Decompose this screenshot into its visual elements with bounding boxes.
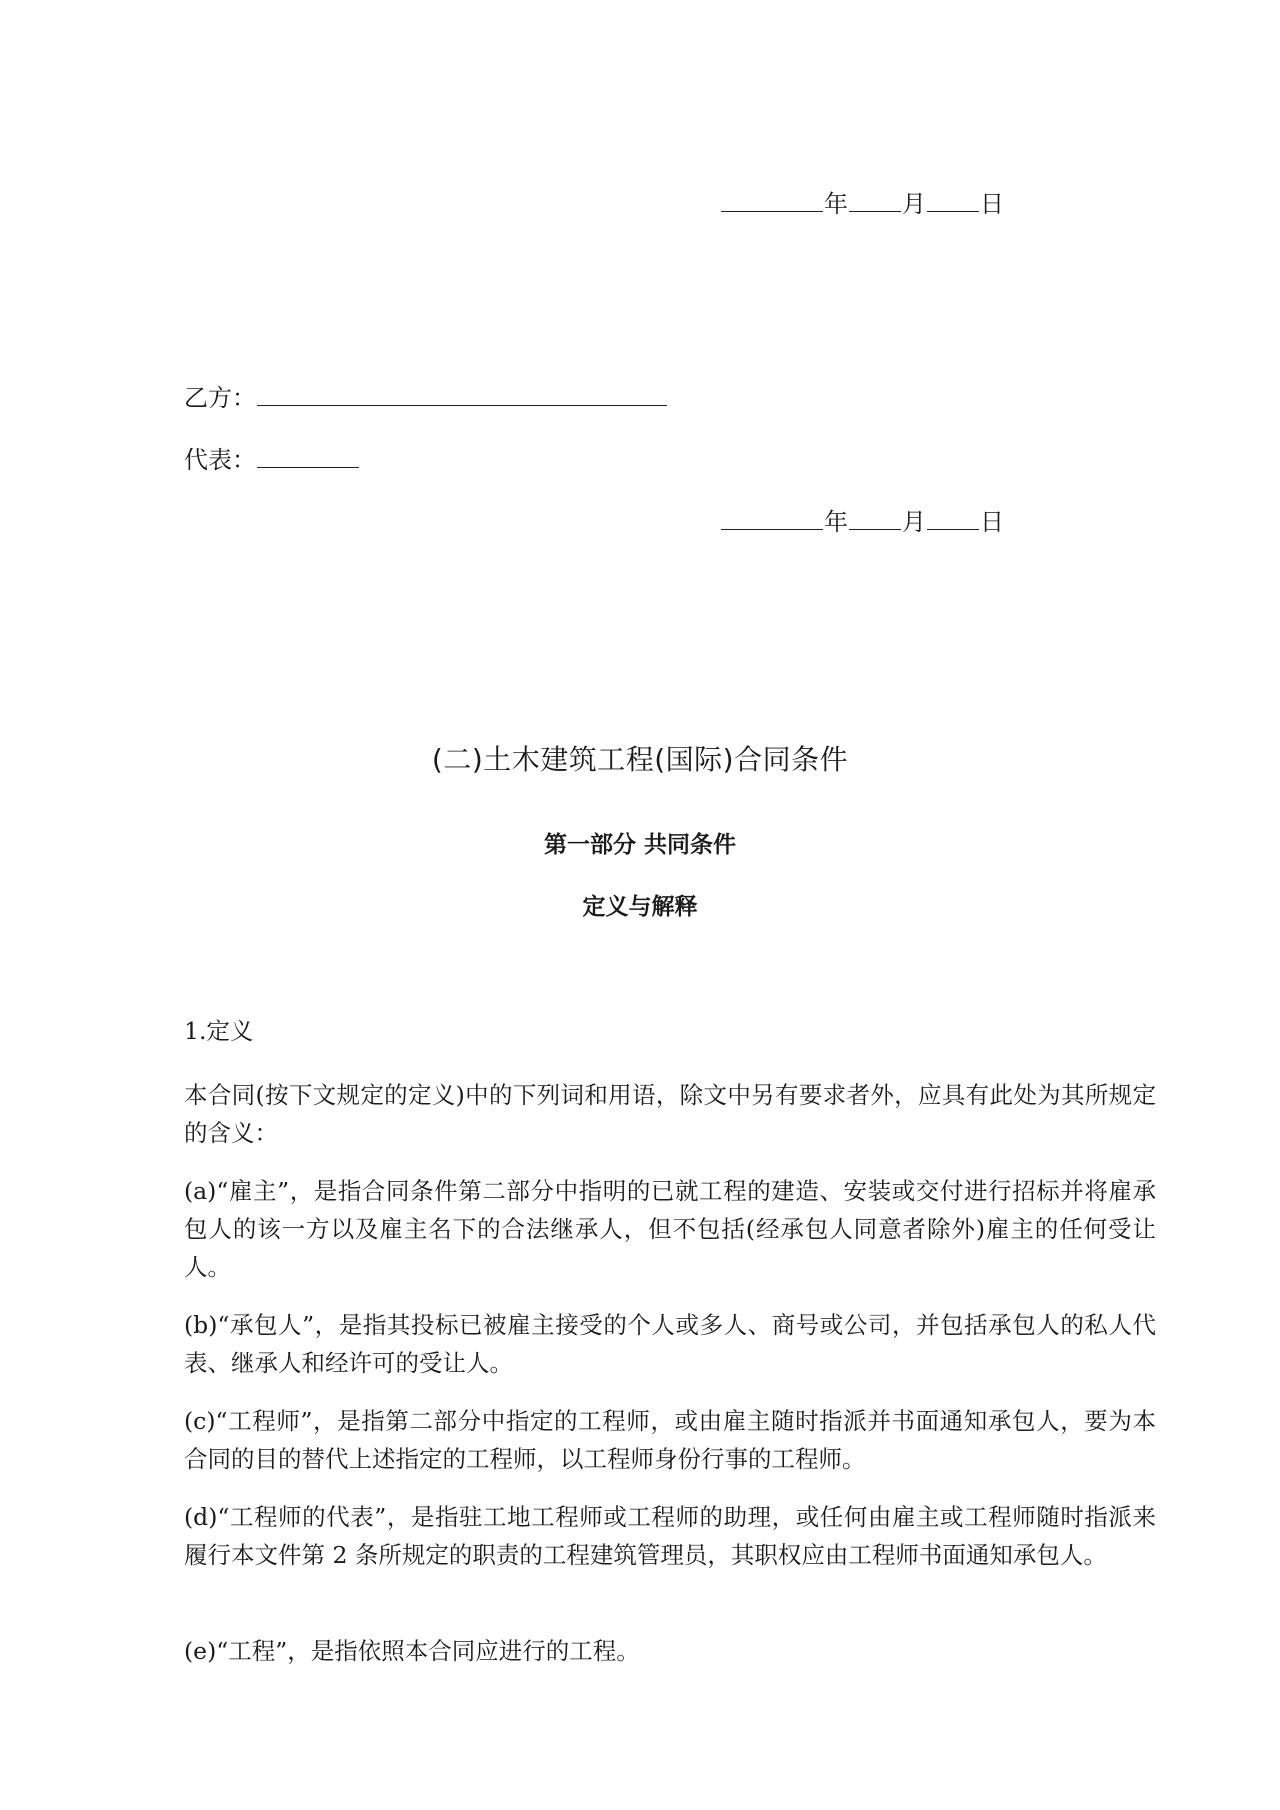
date-line-top bbox=[720, 184, 1004, 219]
section-title: 定义与解释 bbox=[582, 894, 698, 920]
paragraph: (b)“承包人”，是指其投标已被雇主接受的个人或多人、商号或公司，并包括承包人的私人代表、继承人和经许可的受让人。 bbox=[184, 1311, 1156, 1377]
definition-item-c bbox=[184, 1402, 1156, 1478]
definition-item-d bbox=[184, 1498, 1156, 1574]
day-blank[interactable] bbox=[927, 507, 979, 530]
paragraph: (d)“工程师的代表”，是指驻工地工程师或工程师的助理，或任何由雇主或工程师随时指派来履行本文件第 2 条所规定的职责的工程建筑管理员，其职权应由工程师书面通知承包人。 bbox=[184, 1503, 1156, 1569]
definition-item-b bbox=[184, 1306, 1156, 1382]
year-blank[interactable] bbox=[721, 189, 823, 212]
definition-item-a bbox=[184, 1172, 1156, 1286]
day-label: 日 bbox=[980, 190, 1004, 218]
month-label: 月 bbox=[902, 508, 926, 536]
representative-row bbox=[184, 440, 360, 475]
year-label: 年 bbox=[824, 190, 848, 218]
paragraph: (c)“工程师”，是指第二部分中指定的工程师，或由雇主随时指派并书面通知承包人，要为本合同的目的替代上述指定的工程师，以工程师身份行事的工程师。 bbox=[184, 1407, 1156, 1473]
representative-label: 代表： bbox=[184, 446, 256, 474]
paragraph: (a)“雇主”，是指合同条件第二部分中指明的已就工程的建造、安装或交付进行招标并将雇承包人的该一方以及雇主名下的合法继承人，但不包括(经承包人同意者除外)雇主的任何受让人。 bbox=[184, 1177, 1156, 1281]
definition-heading: 1.定义 bbox=[184, 1017, 254, 1045]
representative-blank[interactable] bbox=[257, 445, 359, 468]
definition-item-e bbox=[184, 1632, 1156, 1670]
party-b-row bbox=[184, 378, 668, 413]
definition-intro bbox=[184, 1076, 1156, 1152]
month-label: 月 bbox=[902, 190, 926, 218]
party-b-blank[interactable] bbox=[257, 383, 667, 406]
year-label: 年 bbox=[824, 508, 848, 536]
part-title: 第一部分 共同条件 bbox=[543, 832, 736, 858]
date-line-second bbox=[720, 502, 1004, 537]
month-blank[interactable] bbox=[849, 189, 901, 212]
day-blank[interactable] bbox=[927, 189, 979, 212]
paragraph: (e)“工程”，是指依照本合同应进行的工程。 bbox=[184, 1637, 640, 1665]
day-label: 日 bbox=[980, 508, 1004, 536]
month-blank[interactable] bbox=[849, 507, 901, 530]
document-title: (二)土木建筑工程(国际)合同条件 bbox=[431, 743, 849, 776]
year-blank[interactable] bbox=[721, 507, 823, 530]
party-b-label: 乙方： bbox=[184, 384, 256, 412]
paragraph: 本合同(按下文规定的定义)中的下列词和用语，除文中另有要求者外，应具有此处为其所规定的含义： bbox=[184, 1081, 1156, 1147]
